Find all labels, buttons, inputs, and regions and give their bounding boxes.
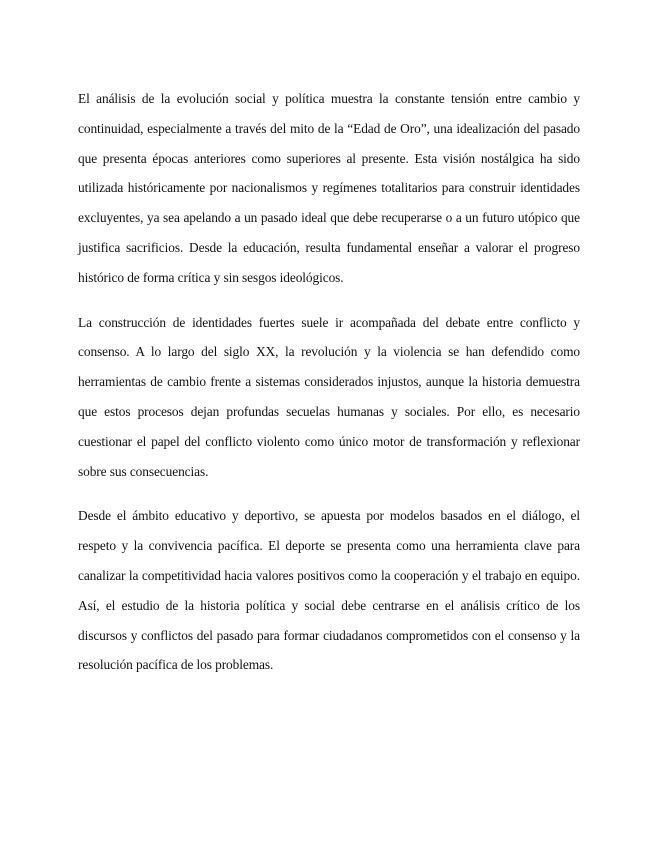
paragraph-3: Desde el ámbito educativo y deportivo, se apuesta por modelos basados en el diálogo, el respeto y la convivencia pacífica. El deporte se presenta como una herramienta clave para canalizar la competitividad hacia valores positivos como la cooperación y el trabajo en equipo. Así, el estudio de la historia política y social debe centrarse en el análisis crítico de los discursos y conflictos del pasado para formar ciudadanos comprometidos con el consenso y la resolución pacífica de los problemas. <box>78 508 580 673</box>
paragraph-1: El análisis de la evolución social y política muestra la constante tensión entre cambio y continuidad, especialmente a través del mito de la “Edad de Oro”, una idealización del pasado que presenta épocas anteriores como superiores al presente. Esta visión nostálgica ha sido utilizada históricamente por nacionalismos y regímenes totalitarios para construir identidades excluyentes, ya sea apelando a un pasado ideal que debe recuperarse o a un futuro utópico que justifica sacrificios. Desde la educación, resulta fundamental enseñar a valorar el progreso histórico de forma crítica y sin sesgos ideológicos. <box>78 91 580 285</box>
document-body <box>78 84 580 695</box>
paragraph-2: La construcción de identidades fuertes suele ir acompañada del debate entre conflicto y consenso. A lo largo del siglo XX, la revolución y la violencia se han defendido como herramientas de cambio frente a sistemas considerados injustos, aunque la historia demuestra que estos procesos dejan profundas secuelas humanas y sociales. Por ello, es necesario cuestionar el papel del conflicto violento como único motor de transformación y reflexionar sobre sus consecuencias. <box>78 314 580 479</box>
